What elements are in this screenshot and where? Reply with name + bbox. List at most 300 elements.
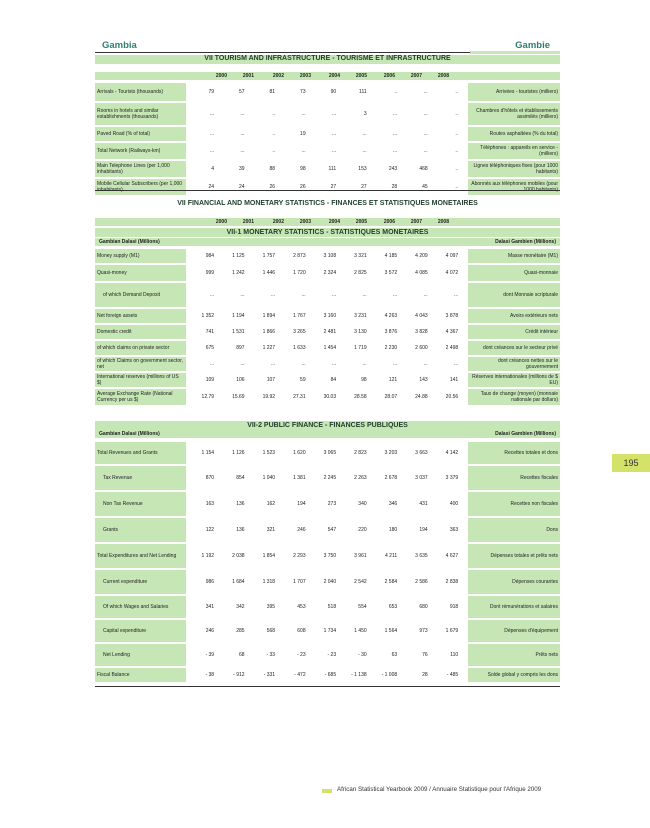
cell-value: 20.56 (445, 394, 459, 400)
monetary-table (95, 247, 560, 407)
cell-value: 4 043 (415, 313, 428, 319)
spacer (460, 179, 468, 195)
cell-value: 30.03 (323, 394, 337, 400)
spacer (460, 668, 468, 682)
monetary-year-header (95, 218, 560, 226)
cell-value: - 472 (294, 672, 306, 678)
spacer (460, 309, 468, 323)
cell-value: 547 (327, 527, 337, 533)
row-label-en: of which claims on private sector (95, 341, 186, 355)
cell-value: 220 (358, 527, 367, 533)
row-label-en: Quasi-money (95, 265, 186, 281)
cell-value: .. (455, 89, 459, 95)
cell-value: - 39 (205, 652, 215, 658)
cell-value: 854 (236, 475, 245, 481)
cell-value: 3 876 (384, 329, 398, 335)
table-row (95, 161, 560, 177)
spacer (460, 492, 468, 516)
cell-value: 1 531 (232, 329, 245, 335)
cell-value: 68 (239, 652, 245, 658)
cell-value: 4 142 (445, 450, 459, 456)
spacer (460, 389, 468, 405)
cell-value: 136 (236, 501, 245, 507)
cell-value: .. (394, 89, 398, 95)
cell-value: 2 481 (323, 329, 337, 335)
cell-value: 2 823 (354, 450, 367, 456)
cell-value: ... (454, 361, 459, 367)
monetary-year-0: 2000 (215, 219, 227, 225)
cell-value: 24 (239, 184, 245, 190)
row-label-fr: Recettes fiscales (468, 466, 560, 490)
monetary-section-title: VII-1 MONETARY STATISTICS - STATISTIQUES MONETAIRES (226, 229, 429, 236)
cell-value: ... (240, 111, 245, 117)
monetary-unit-row (95, 238, 560, 246)
cell-value: .. (455, 111, 459, 117)
cell-value: .. (272, 131, 276, 137)
row-label-en: Average Exchange Rate (National Currency per us $) (95, 389, 186, 405)
cell-value: 346 (388, 501, 398, 507)
spacer (460, 466, 468, 490)
row-label-en: Grants (95, 518, 186, 542)
cell-value: 342 (236, 604, 245, 610)
row-label-en: Of which Wages and Salaries (95, 596, 186, 618)
public-section-title: VII-2 PUBLIC FINANCE - FINANCES PUBLIQUES (247, 422, 408, 429)
cell-value: - 1 138 (351, 672, 367, 678)
tourism-year-0: 2000 (215, 73, 227, 79)
cell-value: 98 (361, 377, 367, 383)
cell-value: ... (362, 292, 367, 298)
monetary-year-5: 2005 (355, 219, 367, 225)
spacer (460, 341, 468, 355)
table-row (95, 389, 560, 405)
tourism-year-6: 2006 (383, 73, 395, 79)
cell-value: 1 227 (262, 345, 276, 351)
spacer (460, 83, 468, 101)
cell-value: 1 720 (293, 270, 306, 276)
cell-value: 1 125 (232, 253, 245, 259)
financial-section-title: VII FINANCIAL AND MONETARY STATISTICS - FINANCES ET STATISTIQUES MONETAIRES (177, 200, 478, 207)
cell-value: ... (240, 131, 245, 137)
cell-value: - 38 (205, 672, 215, 678)
row-label-fr: Lignes téléphoniques fixes (pour 1000 habitants) (468, 161, 560, 177)
row-label-fr: Avoirs extérieurs nets (468, 309, 560, 323)
row-label-fr: Prêts nets (468, 644, 560, 666)
cell-value: 153 (358, 166, 367, 172)
cell-value: 468 (419, 166, 428, 172)
table-row (95, 309, 560, 323)
cell-value: 554 (358, 604, 367, 610)
tourism-year-header (95, 72, 560, 80)
table-row (95, 127, 560, 141)
cell-value: 136 (236, 527, 245, 533)
monetary-unit-fr: Dalasi Gambien (Millions) (495, 239, 556, 245)
row-label-fr: Dons (468, 518, 560, 542)
cell-value: ... (423, 361, 428, 367)
cell-value: 2 838 (445, 579, 459, 585)
table-row (95, 103, 560, 125)
table-row (95, 373, 560, 387)
cell-value: 3 160 (323, 313, 337, 319)
spacer (460, 570, 468, 594)
cell-value: 2 678 (384, 475, 398, 481)
footer-text: African Statistical Yearbook 2009 / Annuaire Statistique pour l'Afrique 2009 (337, 786, 542, 793)
cell-value: ... (392, 292, 398, 298)
monetary-year-3: 2003 (299, 219, 311, 225)
cell-value: 122 (205, 527, 215, 533)
row-label-en: Fiscal Balance (95, 668, 186, 682)
cell-value: ... (423, 131, 428, 137)
cell-value: 2 542 (354, 579, 367, 585)
row-label-fr: Solde global y compris les dons (468, 668, 560, 682)
row-label-en: Current expenditure (95, 570, 186, 594)
monetary-year-2: 2002 (272, 219, 284, 225)
row-label-en: Arrivals - Tourists (thousands) (95, 83, 186, 101)
row-label-en: Rooms in hotels and similar establishments (thousands) (95, 103, 186, 125)
cell-value: ... (392, 111, 398, 117)
table-row (95, 265, 560, 281)
monetary-year-8: 2008 (437, 219, 449, 225)
cell-value: 3 265 (293, 329, 306, 335)
cell-value: 3 (363, 111, 367, 117)
cell-value: .. (272, 148, 276, 154)
spacer (460, 442, 468, 464)
row-label-fr: Dépenses totales et prêts nets (468, 544, 560, 568)
row-label-en: Net foreign assets (95, 309, 186, 323)
cell-value: 1 564 (384, 628, 398, 634)
monetary-year-6: 2006 (383, 219, 395, 225)
cell-value: 3 750 (323, 553, 337, 559)
cell-value: 1 450 (354, 628, 367, 634)
cell-value: - 485 (446, 672, 459, 678)
cell-value: ... (423, 292, 428, 298)
cell-value: 1 633 (293, 345, 306, 351)
cell-value: 3 065 (323, 450, 337, 456)
row-label-fr: Crédit intérieur (468, 325, 560, 339)
row-label-en: Total Expenditures and Net Lending (95, 544, 186, 568)
cell-value: 180 (388, 527, 398, 533)
cell-value: - 30 (358, 652, 367, 658)
monetary-year-1: 2001 (242, 219, 254, 225)
table-row (95, 442, 560, 464)
cell-value: ... (392, 148, 398, 154)
cell-value: 321 (266, 527, 276, 533)
spacer (460, 373, 468, 387)
cell-value: ... (209, 292, 215, 298)
spacer (460, 544, 468, 568)
cell-value: 27 (361, 184, 367, 190)
cell-value: 141 (449, 377, 459, 383)
row-label-en: Net Lending (95, 644, 186, 666)
spacer (460, 283, 468, 307)
table-row (95, 466, 560, 490)
cell-value: 28 (422, 672, 428, 678)
table-row (95, 179, 560, 195)
cell-value: 897 (236, 345, 245, 351)
row-label-en: of which Claims on government sector, net (95, 357, 186, 371)
cell-value: 106 (236, 377, 245, 383)
country-name-en: Gambia (102, 40, 137, 51)
cell-value: 163 (205, 501, 215, 507)
cell-value: 59 (300, 377, 306, 383)
cell-value: 1 454 (323, 345, 337, 351)
cell-value: 568 (266, 628, 276, 634)
tourism-year-4: 2004 (328, 73, 340, 79)
row-label-fr: Dépenses d'équipement (468, 620, 560, 642)
public-unit-fr: Dalasi Gambien (Millions) (495, 431, 556, 437)
tourism-year-8: 2008 (437, 73, 449, 79)
cell-value: 973 (419, 628, 428, 634)
row-label-en: Main Telephone Lines (per 1,000 inhabitants) (95, 161, 186, 177)
cell-value: 28.58 (354, 394, 367, 400)
cell-value: 3 828 (415, 329, 428, 335)
cell-value: 27 (330, 184, 337, 190)
cell-value: 90 (330, 89, 337, 95)
cell-value: 1 192 (201, 553, 215, 559)
cell-value: 19.92 (262, 394, 276, 400)
cell-value: 3 108 (323, 253, 337, 259)
page-number: 195 (612, 454, 650, 472)
row-label-fr: Dépenses courantes (468, 570, 560, 594)
cell-value: 39 (239, 166, 245, 172)
cell-value: 45 (422, 184, 428, 190)
row-label-en: of which Demand Deposit (95, 283, 186, 307)
cell-value: 1 679 (445, 628, 459, 634)
cell-value: 1 854 (262, 553, 276, 559)
country-name-fr: Gambie (515, 40, 550, 51)
cell-value: 2 245 (323, 475, 337, 481)
cell-value: 57 (239, 89, 245, 95)
footer-marker (322, 789, 332, 793)
cell-value: 4 (211, 166, 215, 172)
public-unit-en: Gambian Dalasi (Millions) (99, 431, 160, 437)
cell-value: 1 620 (293, 450, 306, 456)
cell-value: 84 (330, 377, 337, 383)
monetary-year-7: 2007 (410, 219, 422, 225)
cell-value: 340 (358, 501, 367, 507)
spacer (460, 357, 468, 371)
row-label-fr: dont créances nettes sur le gouvernement (468, 357, 560, 371)
public-unit-row (95, 430, 560, 438)
cell-value: 3 878 (445, 313, 459, 319)
cell-value: 1 523 (262, 450, 276, 456)
spacer (460, 644, 468, 666)
cell-value: 741 (205, 329, 215, 335)
cell-value: 12.79 (201, 394, 215, 400)
cell-value: 246 (205, 628, 215, 634)
cell-value: 453 (297, 604, 306, 610)
cell-value: 3 635 (415, 553, 428, 559)
row-label-en: International reserves (millions of US $) (95, 373, 186, 387)
cell-value: 81 (269, 89, 276, 95)
table-row (95, 357, 560, 371)
cell-value: 1 154 (201, 450, 215, 456)
cell-value: 24 (208, 184, 215, 190)
cell-value: 1 318 (262, 579, 276, 585)
cell-value: ... (331, 361, 337, 367)
table-row (95, 143, 560, 159)
cell-value: 4 072 (445, 270, 459, 276)
cell-value: 999 (205, 270, 215, 276)
cell-value: 110 (450, 652, 459, 658)
cell-value: - 23 (327, 652, 337, 658)
table-row (95, 518, 560, 542)
cell-value: 4 367 (445, 329, 459, 335)
tourism-year-1: 2001 (242, 73, 254, 79)
spacer (460, 143, 468, 159)
spacer (460, 249, 468, 263)
cell-value: 143 (419, 377, 428, 383)
cell-value: ... (423, 148, 428, 154)
cell-value: 1 381 (293, 475, 306, 481)
cell-value: 1 194 (232, 313, 245, 319)
row-label-fr: dont créances sur le secteur privé (468, 341, 560, 355)
cell-value: 4 263 (384, 313, 398, 319)
cell-value: 4 097 (445, 253, 459, 259)
cell-value: 3 037 (415, 475, 428, 481)
cell-value: 3 379 (445, 475, 459, 481)
cell-value: 431 (419, 501, 428, 507)
cell-value: 1 894 (262, 313, 276, 319)
cell-value: .. (455, 166, 459, 172)
cell-value: 63 (391, 652, 398, 658)
row-label-fr: Réserves internationales (millions de $ EU) (468, 373, 560, 387)
table-row (95, 341, 560, 355)
public-bottom-rule (95, 686, 560, 687)
cell-value: ... (301, 148, 306, 154)
cell-value: ... (301, 111, 306, 117)
header-accent (470, 51, 560, 54)
cell-value: 162 (266, 501, 276, 507)
cell-value: 285 (236, 628, 245, 634)
cell-value: 121 (388, 377, 398, 383)
cell-value: ... (331, 148, 337, 154)
monetary-year-4: 2004 (328, 219, 340, 225)
cell-value: 518 (327, 604, 337, 610)
cell-value: 1 866 (262, 329, 276, 335)
cell-value: ... (240, 292, 245, 298)
cell-value: 1 352 (201, 313, 215, 319)
cell-value: ... (209, 148, 215, 154)
row-label-en: Total Revenues and Grants (95, 442, 186, 464)
cell-value: 28 (391, 184, 398, 190)
row-label-fr: Quasi-monnaie (468, 265, 560, 281)
table-row (95, 668, 560, 682)
cell-value: 341 (205, 604, 215, 610)
cell-value: 246 (297, 527, 306, 533)
cell-value: 870 (205, 475, 215, 481)
cell-value: 675 (205, 345, 215, 351)
tourism-bottom-rule (95, 190, 560, 191)
spacer (460, 161, 468, 177)
cell-value: 19 (300, 131, 306, 137)
cell-value: 88 (269, 166, 276, 172)
cell-value: ... (423, 89, 428, 95)
cell-value: ... (362, 131, 367, 137)
row-label-fr: Téléphones : appareils en service - (milliers) (468, 143, 560, 159)
cell-value: 4 627 (445, 553, 459, 559)
cell-value: 2 873 (293, 253, 306, 259)
cell-value: - 912 (233, 672, 245, 678)
cell-value: 24.88 (415, 394, 428, 400)
table-row (95, 283, 560, 307)
cell-value: 194 (419, 527, 428, 533)
cell-value: ... (209, 111, 215, 117)
cell-value: 273 (327, 501, 337, 507)
cell-value: 111 (328, 166, 337, 172)
cell-value: 3 321 (354, 253, 367, 259)
cell-value: 984 (205, 253, 215, 259)
cell-value: 1 719 (354, 345, 367, 351)
cell-value: 608 (297, 628, 306, 634)
cell-value: ... (301, 292, 306, 298)
cell-value: 1 734 (323, 628, 337, 634)
spacer (460, 325, 468, 339)
cell-value: 2 230 (384, 345, 398, 351)
monetary-unit-en: Gambian Dalasi (Millions) (99, 239, 160, 245)
cell-value: ... (362, 361, 367, 367)
cell-value: ... (392, 131, 398, 137)
cell-value: - 331 (263, 672, 276, 678)
cell-value: 26 (300, 184, 306, 190)
public-finance-table (95, 440, 560, 684)
cell-value: ... (392, 361, 398, 367)
row-label-fr: Taux de change (moyen) (monnaie nationale par dollars) (468, 389, 560, 405)
cell-value: 2 586 (415, 579, 428, 585)
cell-value: 98 (300, 166, 306, 172)
cell-value: - 1 008 (381, 672, 398, 678)
table-row (95, 544, 560, 568)
cell-value: 4 085 (415, 270, 428, 276)
table-row (95, 83, 560, 101)
cell-value: 363 (449, 527, 459, 533)
cell-value: 1 707 (293, 579, 306, 585)
cell-value: ... (362, 148, 367, 154)
row-label-en: Paved Road (% of total) (95, 127, 186, 141)
row-label-en: Mobile Cellular Subscribers (per 1,000 (95, 179, 186, 195)
cell-value: 2 324 (323, 270, 337, 276)
table-row (95, 570, 560, 594)
cell-value: 3 961 (354, 553, 367, 559)
cell-value: 3 203 (384, 450, 398, 456)
cell-value: 109 (205, 377, 215, 383)
cell-value: - 685 (324, 672, 337, 678)
cell-value: ... (423, 111, 428, 117)
cell-value: ... (270, 361, 276, 367)
cell-value: 4 209 (415, 253, 428, 259)
cell-value: 2 263 (354, 475, 367, 481)
cell-value: .. (455, 184, 459, 190)
cell-value: 27.31 (293, 394, 306, 400)
cell-value: 918 (449, 604, 459, 610)
tourism-year-2: 2002 (272, 73, 284, 79)
cell-value: 395 (266, 604, 276, 610)
cell-value: 111 (359, 89, 367, 95)
cell-value: ... (301, 361, 306, 367)
cell-value: 28.07 (384, 394, 398, 400)
table-row (95, 249, 560, 263)
cell-value: 4 185 (384, 253, 398, 259)
cell-value: 653 (388, 604, 398, 610)
row-label-fr: Dont rémunérations et salaires (468, 596, 560, 618)
tourism-year-3: 2003 (299, 73, 311, 79)
cell-value: 3 572 (384, 270, 398, 276)
cell-value: ... (209, 361, 215, 367)
cell-value: 1 767 (293, 313, 306, 319)
cell-value: 1 040 (262, 475, 276, 481)
cell-value: ... (331, 111, 337, 117)
spacer (460, 518, 468, 542)
row-label-fr: Recettes totales et dons (468, 442, 560, 464)
